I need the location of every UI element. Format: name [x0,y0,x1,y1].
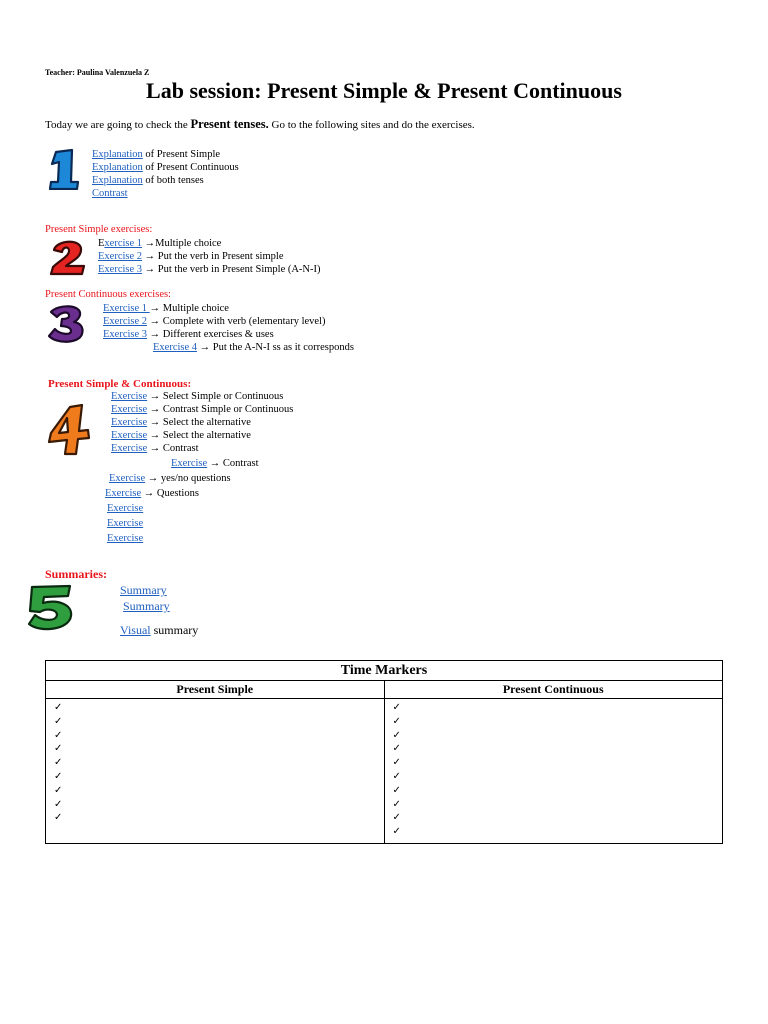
item-text: → Contrast [207,458,259,469]
item-text: → Select Simple or Continuous [147,391,284,402]
exercise-link[interactable]: Exercise [111,404,148,415]
section4-list [105,390,293,545]
exercise-link[interactable]: Exercise 1 [103,303,150,314]
intro-bold: Present tenses. [190,117,269,131]
exercise-link[interactable]: Exercise [111,443,148,454]
item-text: → Put the verb in Present simple [142,251,284,262]
item-text: → yes/no questions [145,473,231,484]
exercise-link[interactable]: Exercise 3 [98,264,143,275]
present-continuous-column-header: Present Continuous [384,681,723,699]
explanation-link[interactable]: Explanation [92,149,143,160]
exercise-link[interactable]: Exercise [171,458,208,469]
number-two-icon [48,238,88,276]
section4-item [105,472,293,485]
exercise-link[interactable]: Exercise 4 [153,342,198,353]
item-text: → Select the alternative [147,417,251,428]
exercise-link[interactable]: Exercise [105,488,142,499]
intro-before: Today we are going to check the [45,119,191,131]
check-mark-icon: ✓ [54,812,63,824]
page-title: Lab session: Present Simple & Present Continuous [146,78,622,103]
item-text: of Present Continuous [142,162,239,173]
item-text: → Contrast [147,443,199,454]
section1-item [92,187,239,200]
present-simple-checklist[interactable] [46,699,385,844]
section4-item [105,442,293,455]
section4-item [105,532,293,545]
check-mark-icon: ✓ [54,729,63,741]
section3-item [103,341,354,354]
exercise-link[interactable]: xercise 1 [104,238,143,249]
section1-list [92,148,239,200]
explanation-link[interactable]: Explanation [92,162,143,173]
number-one-text: 1 [44,148,45,149]
exercise-link[interactable]: Exercise [107,503,144,514]
exercise-link[interactable]: Exercise 3 [103,329,148,340]
contrast-link[interactable]: Contrast [92,188,128,199]
section2-item [98,237,321,250]
summaries-heading: Summaries: [45,567,107,581]
section4-item [105,457,293,470]
section4-item [105,517,293,530]
check-mark-icon: ✓ [392,798,401,810]
section4-item [105,502,293,515]
check-mark-icon: ✓ [54,798,63,810]
exercise-link[interactable]: Exercise [111,430,148,441]
check-mark-icon: ✓ [54,784,63,796]
section3-item [103,328,354,341]
check-mark-icon: ✓ [392,715,401,727]
section1-item [92,174,239,187]
explanation-link[interactable]: Explanation [92,175,143,186]
section4-item [105,429,293,442]
exercise-link[interactable]: Exercise 2 [98,251,143,262]
item-text: → Select the alternative [147,430,251,441]
exercise-link[interactable]: Exercise [107,533,144,544]
item-text: → Different exercises & uses [147,329,274,340]
section2-item [98,263,321,276]
number-three-icon [46,304,88,344]
item-prefix: E [98,238,105,249]
section3-item [103,302,354,315]
present-simple-heading: Present Simple exercises: [45,224,153,235]
number-one-icon [44,148,82,190]
section5-item [120,582,167,598]
check-mark-icon: ✓ [392,770,401,782]
section4-item [105,416,293,429]
number-five-icon [26,584,76,632]
check-mark-icon: ✓ [392,729,401,741]
item-text: → Put the A-N-I ss as it corresponds [197,342,354,353]
exercise-link[interactable]: Exercise [111,417,148,428]
item-text: of both tenses [142,175,204,186]
item-text: → Put the verb in Present Simple (A-N-I) [142,264,321,275]
check-mark-icon: ✓ [392,826,401,838]
time-markers-table [45,660,723,844]
number-four-icon [46,404,100,456]
exercise-link[interactable]: Exercise 2 [103,316,148,327]
check-mark-icon: ✓ [54,743,63,755]
check-mark-icon: ✓ [54,757,63,769]
item-text: → Questions [141,488,199,499]
check-mark-icon: ✓ [392,702,401,713]
item-text: → Complete with verb (elementary level) [147,316,326,327]
section4-item [105,390,293,403]
check-mark-icon: ✓ [392,743,401,755]
section5-item [123,598,170,614]
check-mark-icon: ✓ [54,715,63,727]
section1-item [92,161,239,174]
present-continuous-heading: Present Continuous exercises: [45,289,171,300]
check-mark-icon: ✓ [54,770,63,782]
item-text: → Multiple choice [149,303,229,314]
present-simple-column-header: Present Simple [46,681,385,699]
section2-list [98,237,321,276]
item-text: → Contrast Simple or Continuous [147,404,294,415]
exercise-link[interactable]: Exercise [109,473,146,484]
summary-link[interactable]: Summary [120,583,167,597]
check-mark-icon: ✓ [392,757,401,769]
visual-link[interactable]: Visual [120,623,151,637]
section4-item [105,403,293,416]
section3-list [103,302,354,354]
summary-link[interactable]: Summary [123,599,170,613]
check-mark-icon: ✓ [392,812,401,824]
intro-after: Go to the following sites and do the exercises. [268,119,475,131]
item-text: summary [150,623,199,637]
section1-item [92,148,239,161]
section4-item [105,487,293,500]
section5-item [120,622,198,638]
item-text: →Multiple choice [142,238,222,249]
intro-text [45,117,475,132]
check-mark-icon: ✓ [54,702,63,713]
time-markers-title: Time Markers [46,661,723,681]
exercise-link[interactable]: Exercise [111,391,148,402]
present-continuous-checklist[interactable] [384,699,723,844]
section2-item [98,250,321,263]
teacher-name: Teacher: Paulina Valenzuela Z [45,68,150,77]
section3-item [103,315,354,328]
simple-continuous-heading: Present Simple & Continuous: [48,378,192,390]
item-text: of Present Simple [142,149,221,160]
check-mark-icon: ✓ [392,784,401,796]
exercise-link[interactable]: Exercise [107,518,144,529]
